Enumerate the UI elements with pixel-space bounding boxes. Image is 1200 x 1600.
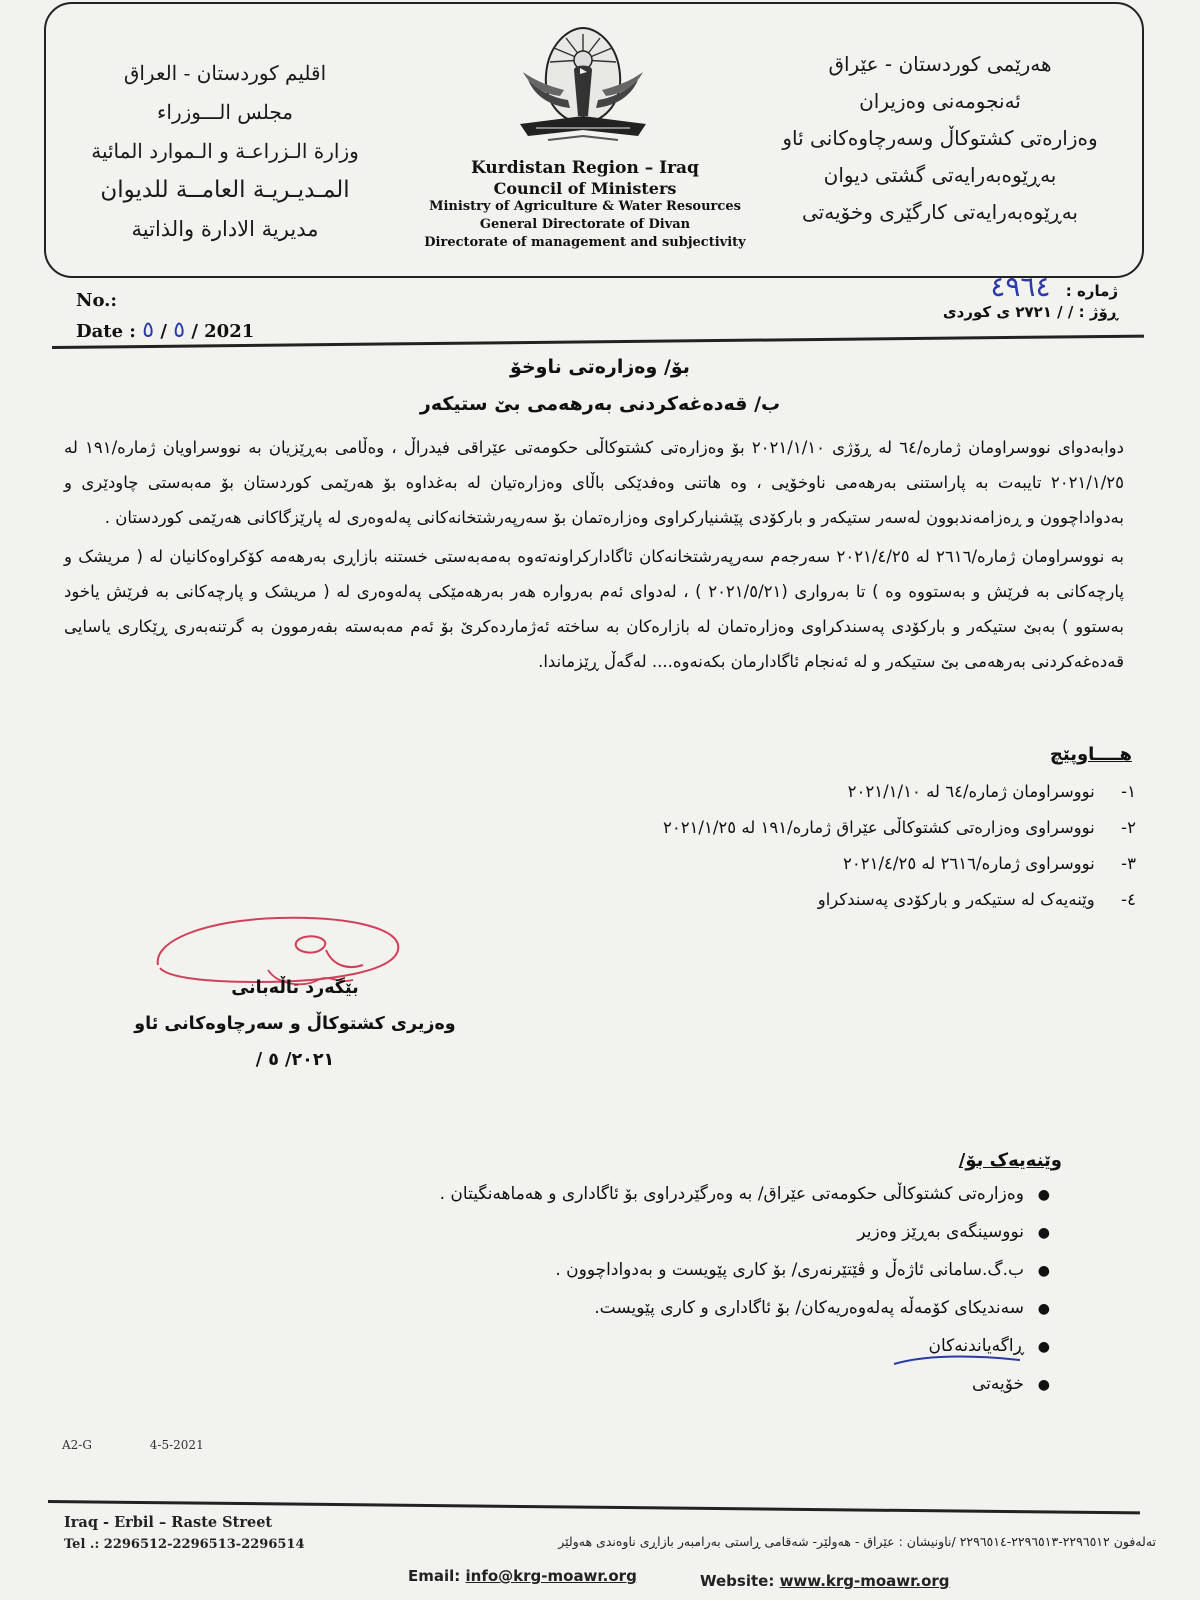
document-number-label: No.: — [76, 290, 118, 311]
document-code — [62, 1438, 258, 1452]
attachment-text: نووسراوی وەزارەتی کشتوکاڵی عێراق ژمارە/١٩١ لە ٢٠٢١/١/٢٥ — [662, 818, 1095, 837]
attachment-text: وێنەیەک لە ستیکەر و بارکۆدی پەسندکراو — [817, 890, 1095, 909]
arabic-line: مديرية الادارة والذاتية — [131, 217, 319, 241]
reference-number — [990, 270, 1118, 303]
bullet-icon: ● — [1037, 1225, 1050, 1241]
date-year: / 2021 — [191, 321, 255, 342]
date-separator: / — [160, 321, 167, 342]
council-name: Council of Ministers — [493, 179, 677, 198]
body-paragraph: بە نووسراومان ژمارە/٢٦١٦ لە ٢٠٢١/٤/٢٥ سەرجەم سەرپەرشتخانەکان ئاگادارکراونەتەوە بەمەبەستی خستنە بازاڕی بەرهەمە کۆکراوەکانیان لە ( مریشک و پارچەکانی بە فرێش و بەستووە وە ) تا بەرواری (٢٠٢١/٥/٢١ ) ، لەدوای ئەم بەرواره هەر بەرهەمێکی پەلەوەری لە ( مریشک و پارچەکانی بە فرێش یاخود بەستوو ) بەبێ ستیکەر و بارکۆدی پەسندکراوی وەزارەتمان لە بازارەکان بە ساختە ئەژماردەکرێ بۆ ئەم مەبەستە بفەرموون بە گرتنەبەری ڕێکاری یاسایی قەدەغەکردنی بەرهەمی بێ ستیکەر و لە ئەنجام ئاگادارمان بکەنەوە.... لەگەڵ ڕێزماندا. — [64, 547, 1125, 671]
kurdish-line: بەڕێوەبەرایەتی کارگێری وخۆیەتی — [801, 200, 1078, 224]
subject-line: ب/ قەدەغەکردنی بەرهەمی بێ ستیکەر — [419, 393, 781, 415]
footnote-date: 4-5-2021 — [149, 1438, 204, 1452]
copy-item — [170, 1298, 1050, 1336]
ministry-name: Ministry of Agriculture & Water Resources — [429, 199, 741, 214]
letterhead-kurdish — [750, 46, 1130, 231]
footer-email — [408, 1567, 637, 1585]
attachments-title: هــــاوپێچ — [1049, 744, 1132, 765]
copy-text: وەزارەتی کشتوکاڵی حکومەتی عێراق/ بە وەرگێردراوی بۆ ئاگاداری و هەماهەنگیتان . — [439, 1184, 1024, 1204]
bullet-icon: ● — [1037, 1263, 1050, 1279]
attachment-text: نووسراومان ژمارە/٦٤ لە ٢٠٢١/١/١٠ — [847, 782, 1095, 801]
region-name: Kurdistan Region – Iraq — [471, 158, 699, 178]
kurdish-date — [943, 303, 1118, 321]
email-link[interactable]: info@krg-moawr.org — [465, 1567, 637, 1585]
attachment-item — [376, 782, 1136, 818]
date-month: ٥ — [142, 318, 155, 343]
copy-text: ب.گ.سامانی ئاژەڵ و ڤێتێرنەری/ بۆ کاری پێویست و بەدواداچوون . — [555, 1260, 1024, 1280]
kurdish-line: ئەنجومەنی وەزیران — [859, 89, 1021, 113]
copy-item — [170, 1260, 1050, 1298]
date-day: ٥ — [173, 318, 186, 343]
copy-text: ڕاگەیاندنەکان — [928, 1336, 1024, 1356]
footer-address-kurdish: تەلەفون ٢٢٩٦٥١٢-٢٢٩٦٥١٣-٢٢٩٦٥١٤ /ناونیشان : عێراق - هەولێر- شەقامی ڕاستی بەرامبەر بازاڕی ناوەندی هەولێر — [558, 1534, 1156, 1549]
copy-item — [170, 1374, 1050, 1412]
copies-list — [170, 1184, 1050, 1412]
signatory-title: وەزیری کشتوکاڵ و سەرچاوەکانی ئاو — [134, 1014, 456, 1034]
date-label: Date : — [76, 321, 136, 342]
recipient-line: بۆ/ وەزارەتی ناوخۆ — [510, 356, 690, 378]
kurdish-line: بەڕێوەبەرایەتی گشتی دیوان — [823, 163, 1057, 187]
bullet-icon: ● — [1037, 1301, 1050, 1317]
directorate-general-name: General Directorate of Divan — [479, 217, 691, 232]
kurdish-date-value: / / ٢٧٢١ ی كوردی — [942, 303, 1074, 321]
copy-item — [170, 1184, 1050, 1222]
signatory-name: بێگەرد تاڵەبانی — [231, 978, 359, 998]
website-link[interactable]: www.krg-moawr.org — [779, 1572, 950, 1590]
attachment-item — [376, 854, 1136, 890]
letter-body — [64, 430, 1124, 683]
arabic-line: وزارة الـزراعـة و الـموارد المائية — [91, 139, 359, 163]
telephone-line: Tel .: 2296512-2296513-2296514 — [64, 1537, 305, 1552]
body-paragraph: دوابەدوای نووسراومان ژمارە/٦٤ لە ڕۆژی ٢٠٢١/١/١٠ بۆ وەزارەتی کشتوکاڵی حکومەتی عێراقی فیدراڵ ، وەڵامی بەڕێزیان بە نووسراویان ژمارە/١٩١ لە ٢٠٢١/١/٢٥ تایبەت بە پاراستنی بەرهەمی ناوخۆیی ، وە هاتنی وەفدێکی باڵای وەزارەتیان لە بەغداوە بۆ هەرێمی کوردستان بۆ مەبەستی چاودێری و بەدواداچوون و ڕەزامەندبوون لەسەر ستیکەر و بارکۆدی پێشنیارکراوی وەزارەتمان بۆ سەرپەرشتخانەکانی پەلەوەری لە پارێزگاکانی هەرێمی کوردستان . — [64, 438, 1125, 527]
copy-text: نووسینگەی بەڕێز وەزیر — [857, 1222, 1024, 1242]
reference-number-label: ژمارە : — [1065, 282, 1118, 300]
kurdish-date-label: ڕۆژ : — [1078, 303, 1118, 321]
website-label: Website: — [700, 1572, 775, 1590]
reference-number-value: ٤٩٦٤ — [990, 270, 1051, 303]
copies-title: وێنەیەک بۆ/ — [958, 1150, 1062, 1171]
arabic-line: مجلس الـــوزراء — [157, 100, 293, 124]
bullet-icon: ● — [1037, 1187, 1050, 1203]
address-line: Iraq - Erbil – Raste Street — [64, 1514, 273, 1531]
bullet-icon: ● — [1037, 1339, 1050, 1355]
signatory-block — [115, 970, 475, 1078]
attachment-number: ٢- — [1121, 818, 1136, 837]
kurdish-line: وەزارەتی کشتوکاڵ وسەرچاوەکانی ئاو — [782, 126, 1098, 150]
attachment-number: ٣- — [1121, 854, 1136, 873]
footer-address-english — [64, 1512, 305, 1556]
signatory-date: ٢٠٢١/ ٥ / — [255, 1050, 335, 1070]
attachment-text: نووسراوی ژمارە/٢٦١٦ لە ٢٠٢١/٤/٢٥ — [843, 854, 1095, 873]
kurdish-line: هەرێمی کوردستان - عێراق — [828, 52, 1052, 76]
footnote-code: A2-G — [62, 1438, 92, 1452]
copy-text: سەندیکای کۆمەڵە پەلەوەریەکان/ بۆ ئاگاداری و کاری پێویست. — [594, 1298, 1024, 1318]
attachment-number: ٤- — [1121, 890, 1136, 909]
footer-website — [700, 1572, 950, 1590]
attachments-list — [376, 782, 1136, 926]
pen-strike-mark — [892, 1350, 1022, 1370]
copy-text: خۆیەتی — [971, 1374, 1024, 1394]
letterhead-arabic — [70, 54, 380, 249]
email-label: Email: — [408, 1567, 461, 1585]
arabic-line: اقليم كوردستان - العراق — [123, 61, 327, 85]
attachment-item — [376, 818, 1136, 854]
emblem-icon — [508, 20, 658, 152]
bullet-icon: ● — [1037, 1377, 1050, 1393]
copy-item — [170, 1222, 1050, 1260]
letterhead-english — [400, 158, 770, 252]
document-date — [76, 318, 254, 343]
attachment-number: ١- — [1121, 782, 1136, 801]
directorate-name: Directorate of management and subjectivity — [424, 235, 746, 250]
arabic-line: المـديـريـة العامــة للديوان — [100, 177, 350, 203]
attachment-item — [376, 890, 1136, 926]
